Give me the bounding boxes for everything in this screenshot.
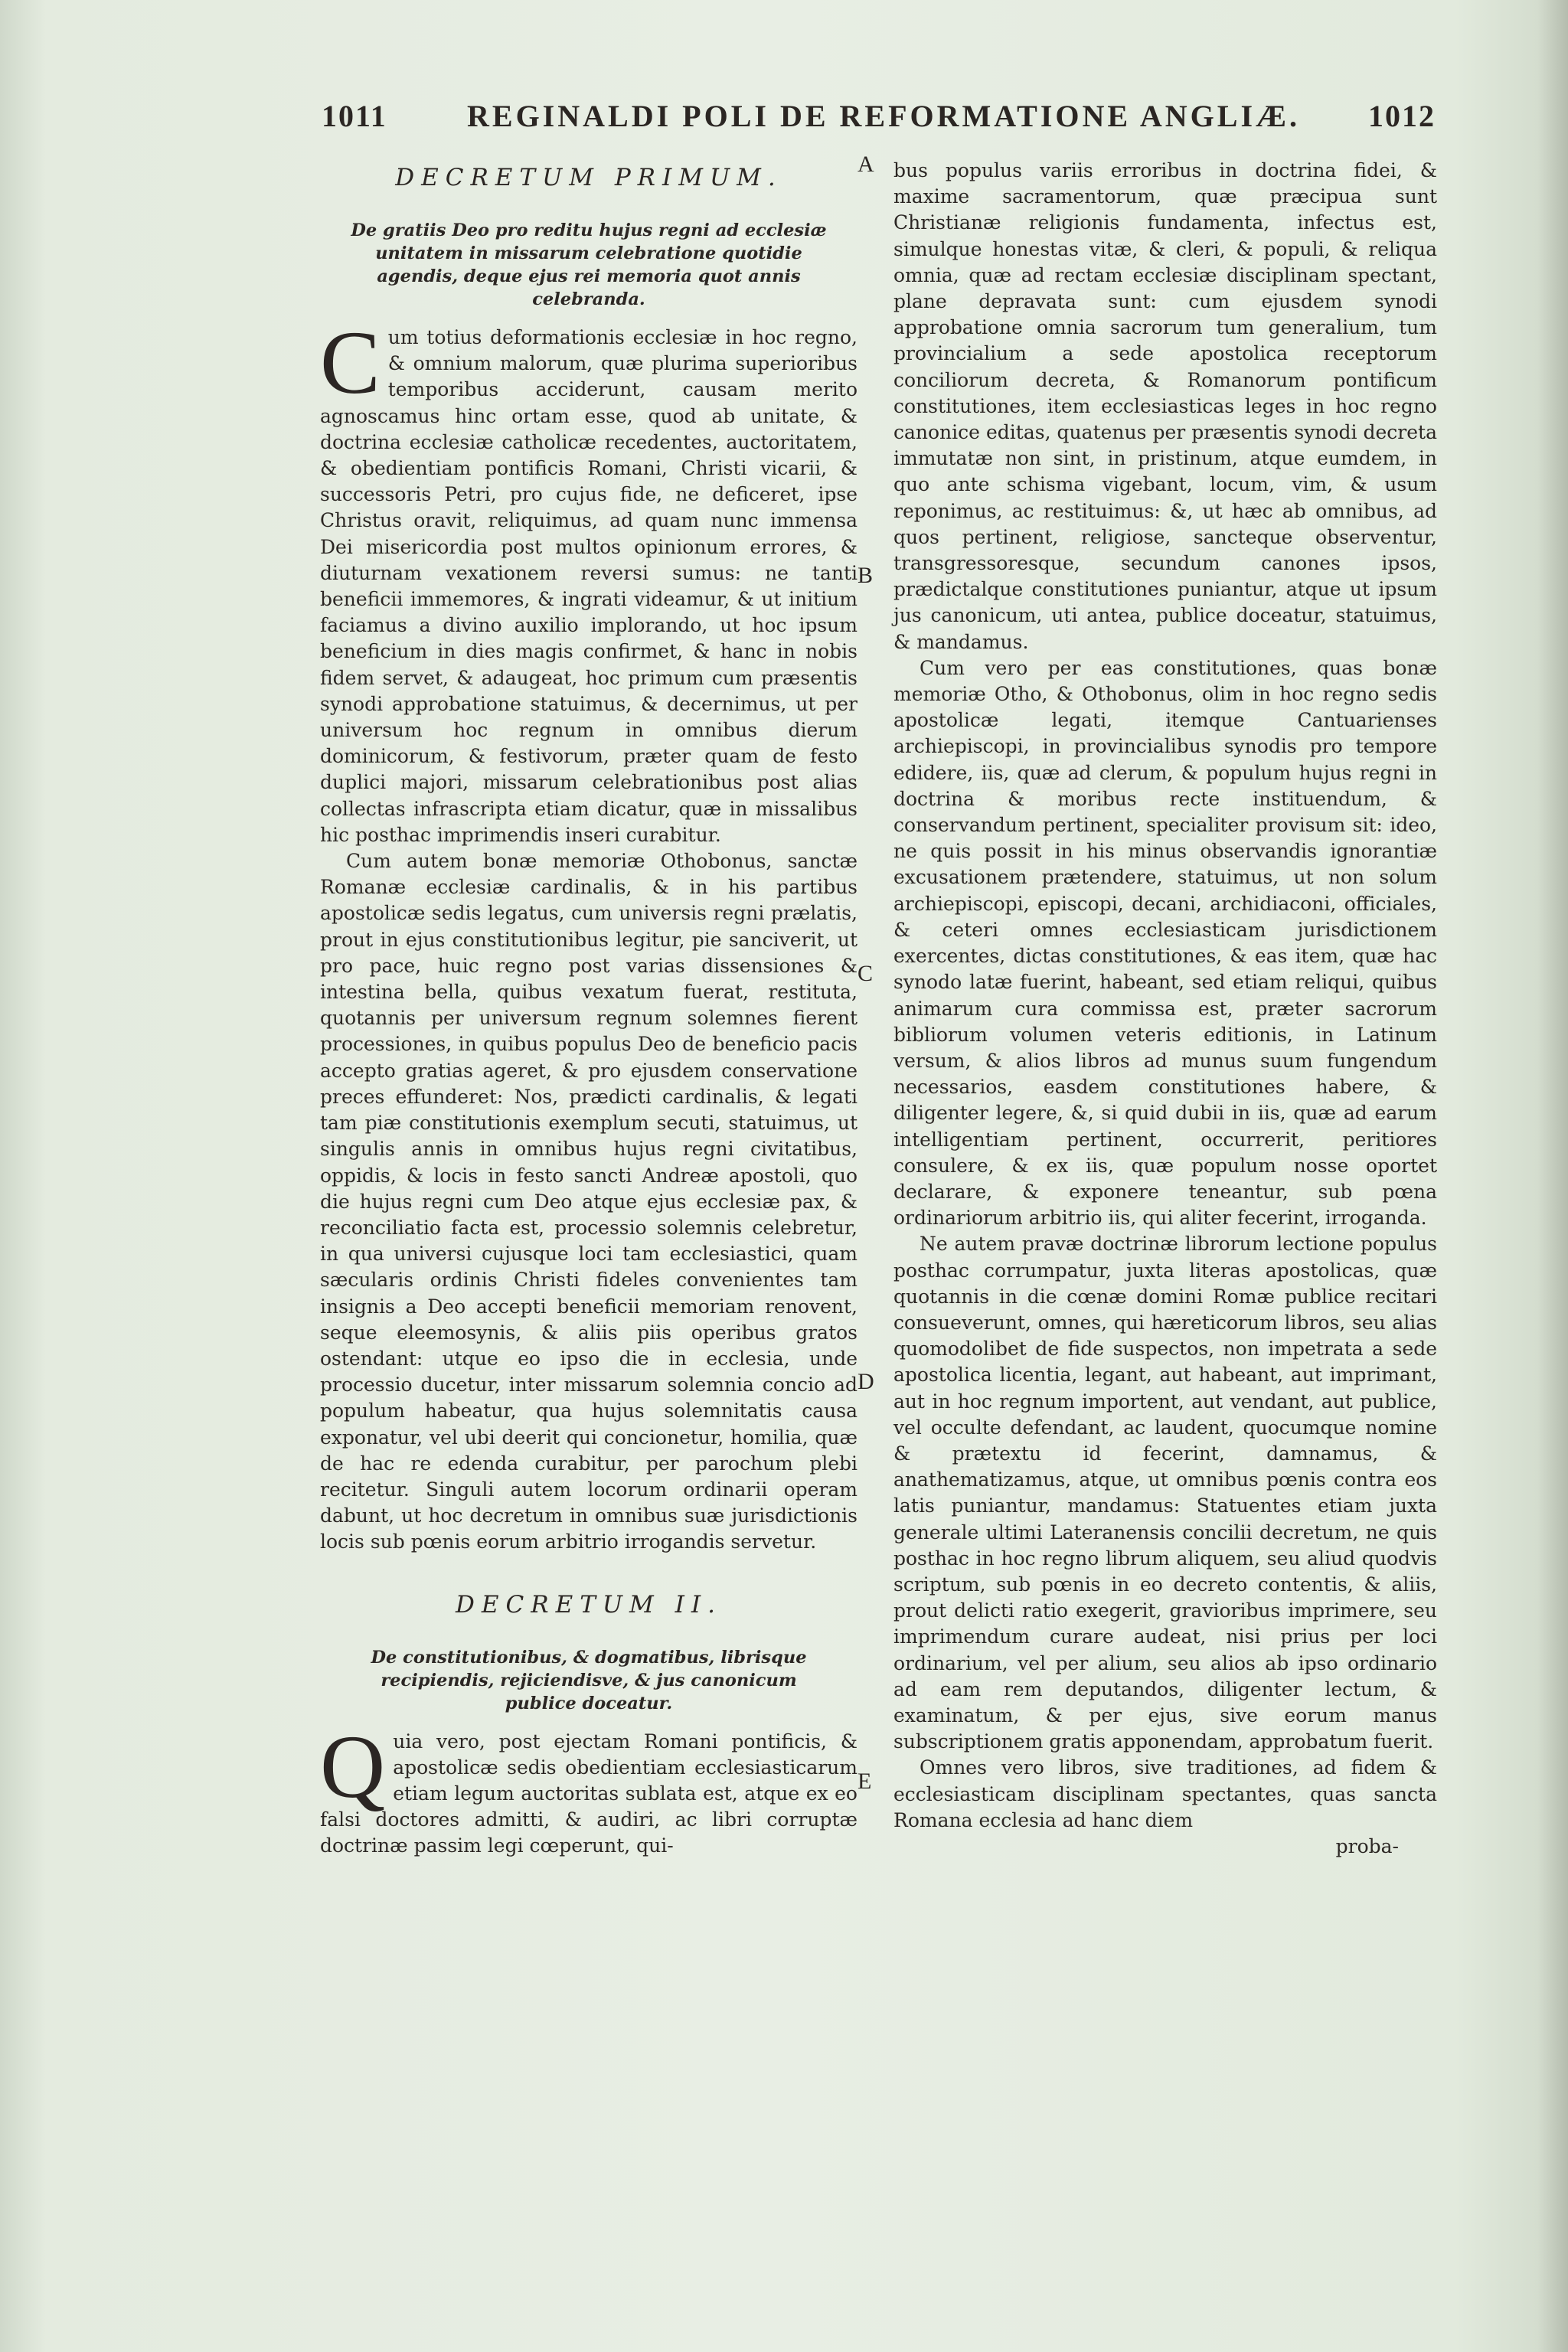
- left-column: [320, 158, 858, 1860]
- drop-cap-c: C: [320, 312, 381, 413]
- page-number-left: 1011: [322, 99, 387, 133]
- margin-letter-e: E: [858, 1769, 872, 1794]
- running-title: REGINALDI POLI DE REFORMATIONE ANGLIÆ.: [467, 99, 1301, 133]
- drop-cap-q: Q: [320, 1716, 386, 1817]
- right-paragraph-2: Cum vero per eas constitutiones, quas bonæ memoriæ Otho, & Othobonus, olim in hoc regno sedis apostolicæ legati, itemque Cantuarienses archiepiscopi, in provincialibus synodis pro tempore edidere, iis, quæ ad clerum, & populum hujus regni in doctrina & moribus recte instituendum, & conservandum pertinent, specialiter provisum sit: ideo, ne quis possit in his minus observandis ignorantiæ excusationem prætendere, statuimus, ut non solum archiepiscopi, episcopi, decani, archidiaconi, officiales, & ceteri omnes ecclesiasticam jurisdictionem exercentes, dictas constitutiones, & eas item, quæ hac synodo latæ fuerint, habeant, sed etiam reliqui, quibus animarum cura commissa est, præter sacrorum bibliorum volumen veteris editionis, in Latinum versum, & alios libros ad munus suum fungendum necessarios, easdem constitutiones habere, & diligenter legere, &, si quid dubii in iis, quæ ad earum intelligentiam pertinent, occurrerit, peritiores consulere, & ex iis, quæ populum nosse oportet declarare, & exponere teneantur, sub pœna ordinariorum arbitrio iis, qui aliter fecerint, irroganda.: [893, 656, 1437, 1230]
- page-edge-shadow: [1537, 0, 1568, 2352]
- decree-1-paragraph-1: Cum totius deformationis ecclesiæ in hoc regno, & omnium malorum, quæ plurima superioribus temporibus acciderunt, causam merito agnoscamus hinc ortam esse, quod ab unitate, & doctrina ecclesiæ catholicæ recedentes, auctoritatem, & obedientiam pontificis Romani, Christi vicarii, & successoris Petri, pro cujus fide, ne deficeret, ipse Christus oravit, reliquimus, ad quam nunc immensa Dei misericordia post multos opinionum errores, & diuturnam vexationem reversi sumus: ne tanti beneficii immemores, & ingrati videamur, & ut initium faciamus a divino auxilio implorando, ut hoc ipsum beneficium in dies magis confirmet, & hanc in nobis fidem servet, & adaugeat, hoc primum cum præsentis synodi approbatione statuimus, & decernimus, ut per universum hoc regnum in omnibus dierum dominicorum, & festivorum, præter quam de festo duplici majori, missarum celebrationibus post alias collectas infrascripta etiam dicatur, quæ in missalibus hic posthac imprimendis inseri curabitur.: [320, 312, 858, 846]
- decree-1-subtitle: De gratiis Deo pro reditu hujus regni ad ecclesiæ unitatem in missarum celebratione quotidie agendis, deque ejus rei memoria quot annis celebranda.: [351, 220, 827, 309]
- margin-letter-c: C: [858, 961, 874, 986]
- right-paragraph-1: bus populus variis erroribus in doctrina fidei, & maxime sacramentorum, quæ præcipua sunt Christianæ religionis fundamenta, infectus est, simulque honestas vitæ, & cleri, & populi, & reliqua omnia, quæ ad rectam ecclesiæ disciplinam spectant, plane depravata sunt: cum ejusdem synodi approbatione omnia sacrorum tum generalium, tum provincialium a sede apostolica receptorum conciliorum decreta, & Romanorum pontificum constitutiones, item ecclesiasticas leges in hoc regno canonice editas, quatenus per præsentis synodi decreta immutatæ non sint, in pristinum, atque eumdem, in quo ante schisma vigebant, locum, vim, & usum reponimus, ac restituimus: &, ut hæc ab omnibus, ad quos pertinent, religiose, sancteque observentur, transgressoresque, secundum canones ipsos, prædictalque constitutiones puniantur, atque ut ipsum jus canonicum, uti antea, publice doceatur, statuimus, & mandamus.: [893, 159, 1437, 653]
- margin-letter-d: D: [858, 1369, 874, 1394]
- page-number-right: 1012: [1368, 99, 1436, 133]
- right-paragraph-4: Omnes vero libros, sive traditiones, ad fidem & ecclesiasticam disciplinam spectantes, quas sancta Romana ecclesia ad hanc diem: [893, 1756, 1437, 1831]
- right-column: [893, 158, 1437, 1860]
- decree-1-title: DECRETUM PRIMUM.: [395, 164, 782, 191]
- catchword: proba-: [1335, 1835, 1399, 1857]
- margin-letter-a: A: [858, 152, 874, 177]
- decree-2-subtitle: De constitutionibus, & dogmatibus, librisque recipiendis, rejiciendisve, & jus canonicum publice doceatur.: [371, 1647, 807, 1713]
- right-paragraph-3: Ne autem pravæ doctrinæ librorum lectione populus posthac corrumpatur, juxta literas apostolicas, quæ quotannis in die cœnæ domini Romæ publice recitari consueverunt, omnes, qui hæreticorum libros, seu alias quomodolibet de fide suspectos, non impetrata a sede apostolica licentia, legant, aut habeant, aut imprimant, aut in hoc regnum importent, aut vendant, aut publice, vel occulte defendant, ac laudent, quocumque nomine & prætextu id fecerint, damnamus, & anathematizamus, atque, ut omnibus pœnis contra eos latis puniantur, mandamus: Statuentes etiam juxta generale ultimi Lateranensis concilii decretum, ne quis posthac in hoc regno librum aliquem, seu aliud quodvis scriptum, sub pœnis in eo decreto contentis, & aliis, prout delicti ratio exegerit, gravioribus imprimere, seu imprimendum curare audeat, nisi prius per loci ordinarium, vel per alium, seu alios ab ipso ordinario ad eam rem deputandos, diligenter lectum, & examinatum, & per ejus, sive eorum manus subscriptionem gratis apponendam, approbatum fuerit.: [893, 1233, 1437, 1753]
- decree-1-paragraph-2: Cum autem bonæ memoriæ Othobonus, sanctæ Romanæ ecclesiæ cardinalis, & in his partibus apostolicæ sedis legatus, cum universis regni prælatis, prout in ejus constitutionibus legitur, pie sanciverit, ut pro pace, huic regno post varias dissensiones & intestina bella, quibus vexatum fuerat, restituta, quotannis per universum regnum solemnes fierent processiones, in quibus populus Deo de beneficio pacis accepto gratias ageret, & pro ejusdem conservatione preces effunderet: Nos, prædicti cardinalis, & legati tam piæ constitutionis exemplum secuti, statuimus, ut singulis annis in omnibus hujus regni civitatibus, oppidis, & locis in festo sancti Andreæ apostoli, quo die hujus regni cum Deo atque ejus ecclesiæ pax, & reconciliatio facta est, processio solemnis celebretur, in qua universi cujusque loci tam ecclesiastici, quam sæcularis ordinis Christi fideles convenientes tam insignis a Deo accepti beneficii memoriam renovent, seque eleemosynis, & aliis piis operibus gratos ostendant: utque eo ipso die in ecclesia, unde processio ducetur, inter missarum solemnia concio ad populum habeatur, qua hujus solemnitatis causa exponatur, vel ubi deerit qui concionetur, homilia, quæ de hac re edenda curabitur, per parochum plebi recitetur. Singuli autem locorum ordinarii operam dabunt, ut hoc decretum in omnibus suæ jurisdictionis locis sub pœnis eorum arbitrio irrogandis servetur.: [320, 850, 858, 1553]
- running-header: [322, 98, 1436, 144]
- decree-2-paragraph-1: Quia vero, post ejectam Romani pontificis, & apostolicæ sedis obedientiam ecclesiasticarum etiam legum auctoritas sublata est, atque ex eo falsi doctores admitti, & audiri, ac libri corruptæ doctrinæ passim legi cœperunt, qui-: [320, 1716, 858, 1857]
- margin-letter-b: B: [858, 563, 874, 588]
- decree-2-title: DECRETUM II.: [456, 1590, 722, 1619]
